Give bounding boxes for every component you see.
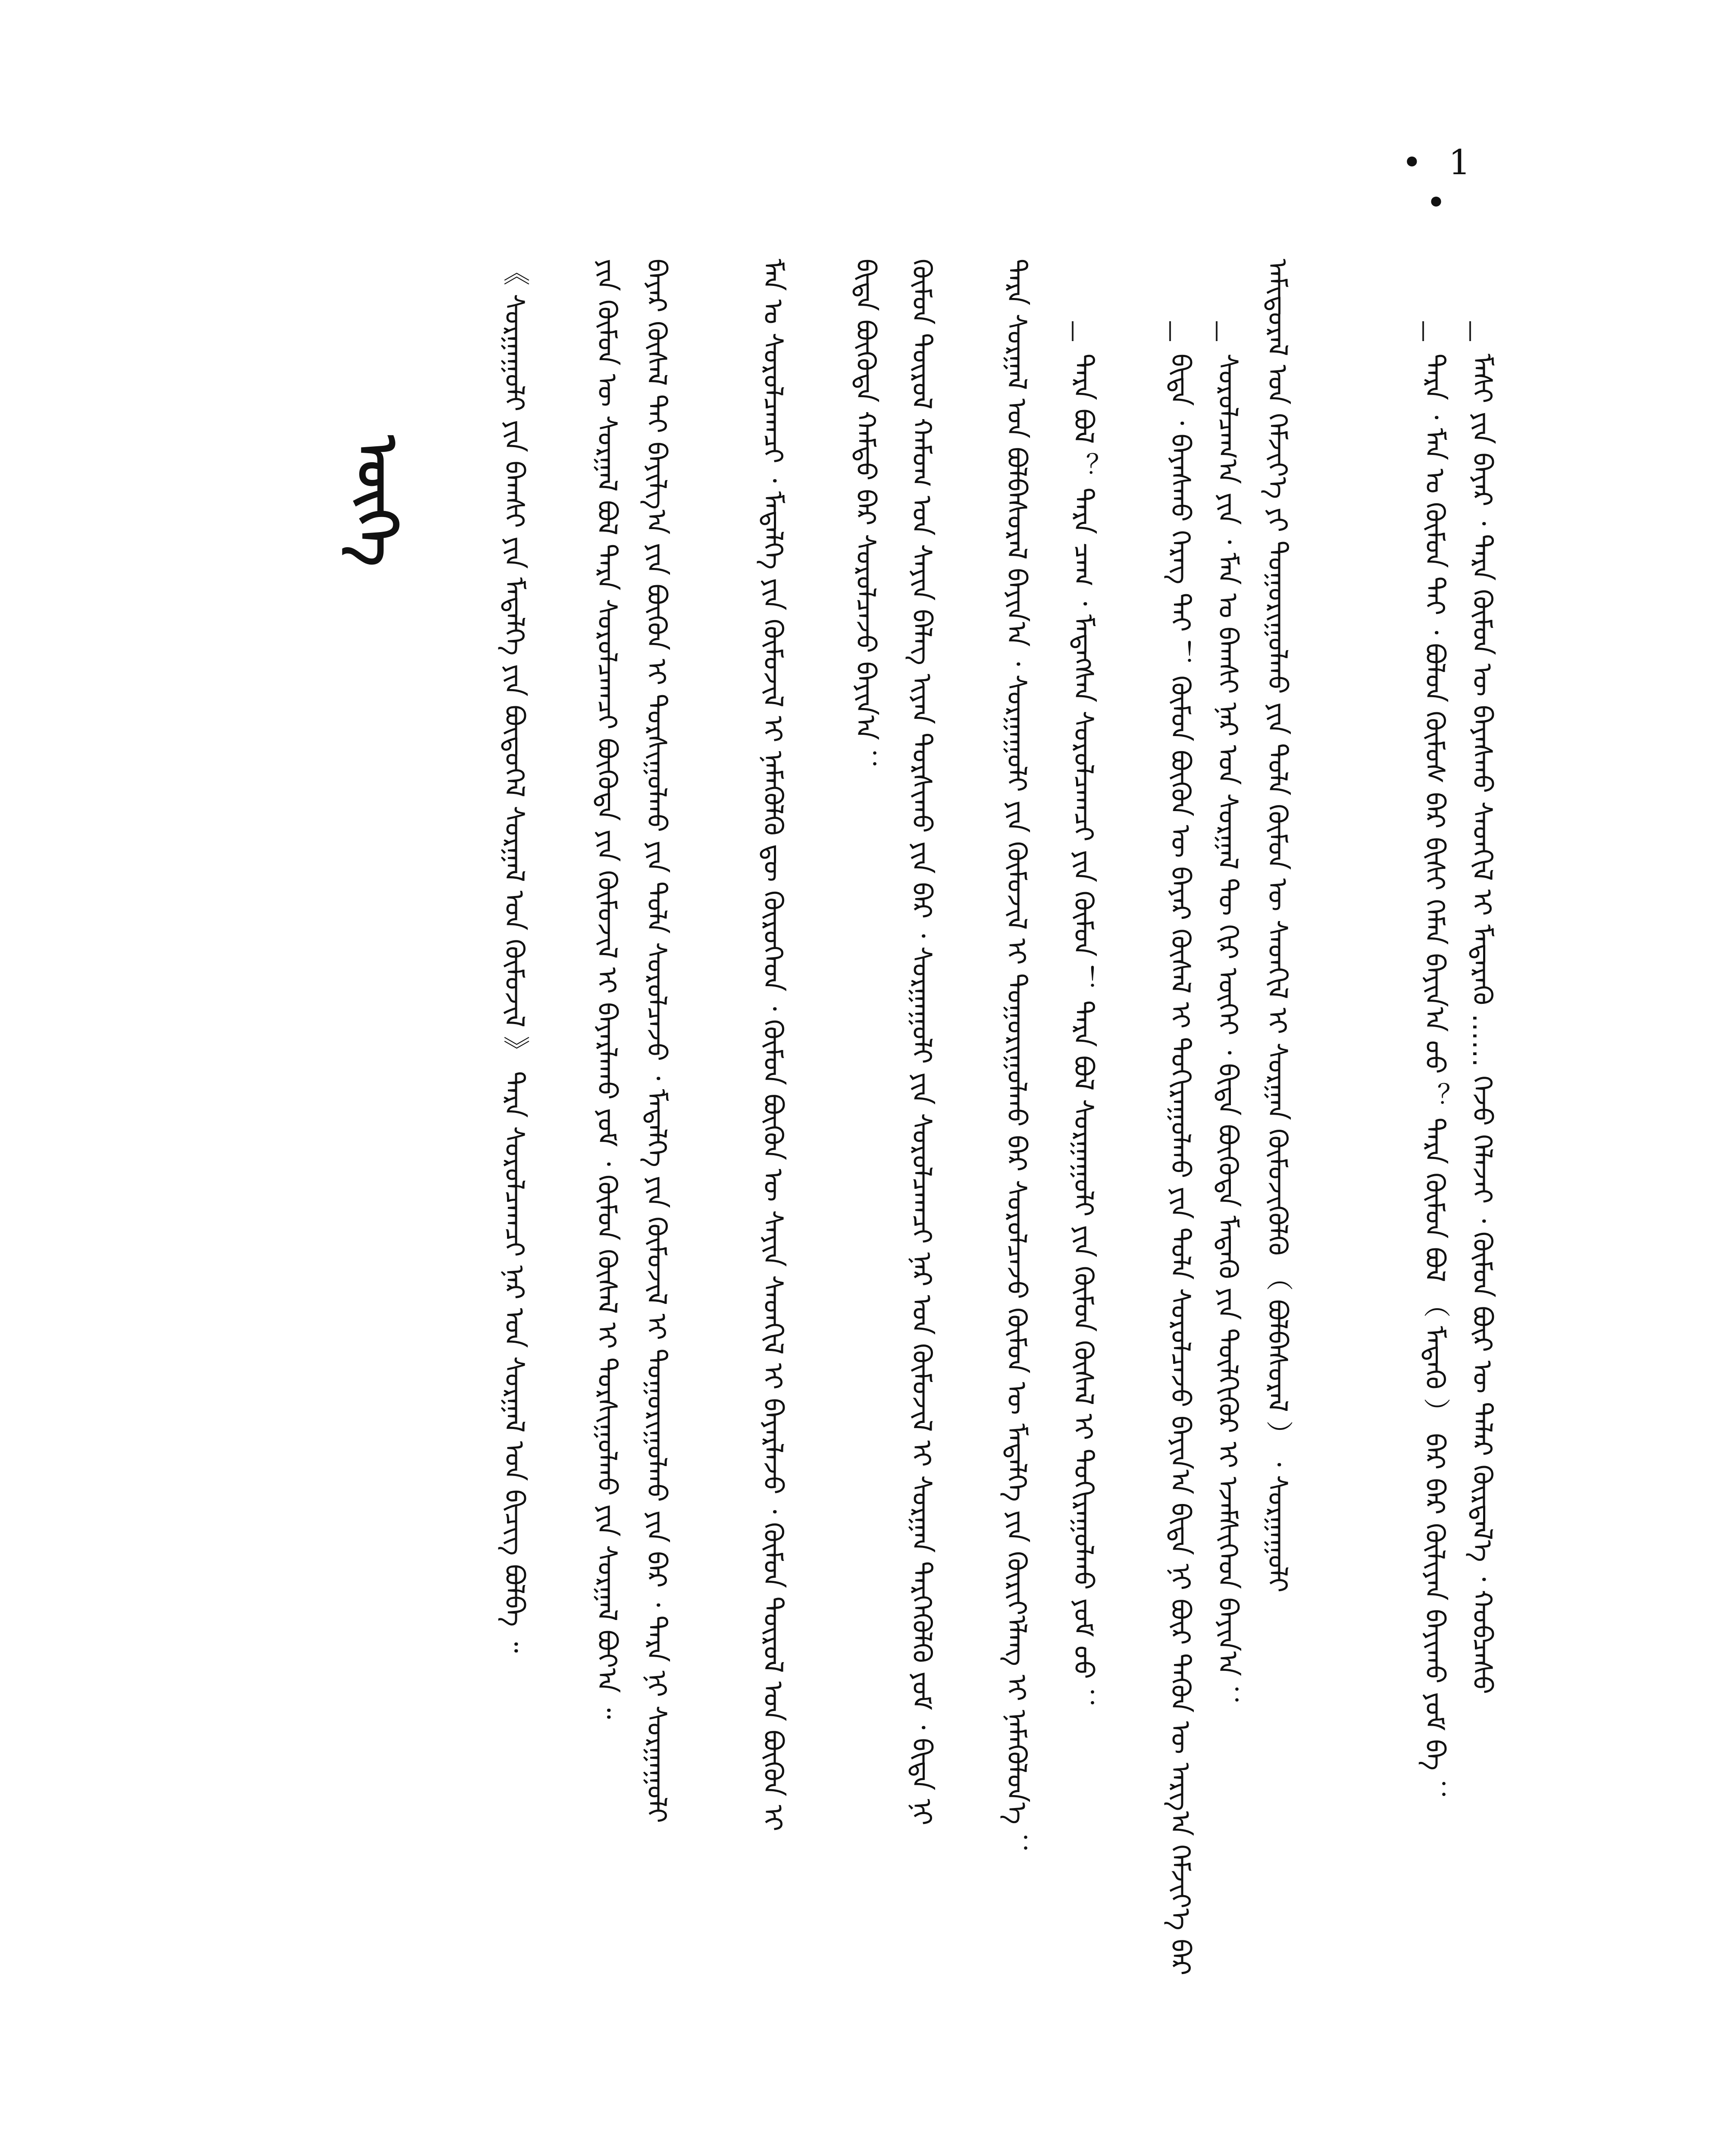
text-column-12: ᠶᠢᠨ ᠬᠦᠮᠦᠨ ᠦ ᠰᠤᠷᠭᠠᠯ ᠪᠤᠯ ᠲᠡᠷᠡ ᠰᠤᠷᠤᠯᠴᠠᠭᠴᠢ ᠪᠦᠭᠦᠳᠡ ᠶᠢᠨ ᠬᠦᠮᠦᠵᠢᠯ ᠢ ᠪᠠᠶᠠᠷᠯᠠᠬᠤ ᠶᠤᠮ ᠂ ᠬᠦᠮᠦᠨ ᠬᠦᠰᠡᠯ ᠢ ᠲᠤᠷᠰᠢᠭᠤᠯᠬᠤ ᠶᠢᠨ ᠰᠤᠷᠭᠠᠯ ᠪᠤᠶ᠎ᠠ ᠃ (592, 259, 623, 1719)
dialogue-dash-3 (1216, 321, 1218, 341)
page-number: • 1 • (1402, 142, 1478, 222)
text-column-10: ᠮᠠᠨ ᠤ ᠰᠤᠷᠤᠯᠴᠠᠭᠴᠢ ᠂ ᠮᠡᠳᠡᠯᠭᠡ ᠶᠢᠨ ᠬᠦᠮᠦᠵᠢᠯ ᠢ ᠨᠡᠮᠡᠭᠦᠯᠬᠦ ᠳᠦ ᠬᠦᠷᠦᠭᠡᠳ ᠂ ᠬᠦᠮᠦᠨ ᠪᠦᠬᠦᠨ ᠦ ᠰᠠᠶᠢᠨ ᠰᠡᠳᠬᠢᠯ ᠢ ᠪᠠᠶᠠᠷᠯᠠᠵᠤ ᠂ ᠬᠦᠮᠦᠨ ᠲᠦᠷᠦᠯ ᠤᠨ ᠪᠦᠬᠦᠨ ᠢ (758, 259, 789, 1832)
text-column-13: 《 ᠰᠤᠷᠭᠠᠭᠤᠯᠢ ᠶᠢᠨ ᠪᠠᠭᠰᠢ ᠶᠢᠨ ᠮᠡᠳᠡᠯᠭᠡ ᠶᠢᠨ ᠪᠦᠲᠦᠭᠡᠯ ᠰᠤᠷᠭᠠᠯ ᠤᠨ ᠬᠦᠮᠦᠵᠢᠯ 》 ᠲᠡᠷᠡ ᠰᠤᠷᠤᠯᠴᠠᠭᠴᠢ ᠨᠠᠷ ᠤᠨ ᠰᠤᠷᠭᠠᠯ ᠤᠨ ᠪᠢᠴᠢᠭ ᠪᠤᠯᠪᠠ ᠃ (499, 259, 530, 1653)
dialogue-dash-2 (1422, 321, 1424, 341)
text-column-2: ᠲᠡᠷᠡ ᠂ ᠮᠠᠨ ᠤ ᠬᠦᠮᠦᠨ ᠲᠡᠢ ᠂ ᠪᠤᠯᠤᠨ ᠬᠦᠮᠦᠰ ᠪᠠᠷ ᠪᠢᠰᠢ ᠬᠡᠮᠡᠨ ᠪᠠᠶᠢᠨ᠎ᠠ ᠤᠤ ？ ᠲᠡᠷᠡ ᠬᠦᠮᠦᠨ ᠪᠤᠯ （ ᠮᠡᠳᠡᠬᠦ ） ᠪᠠᠷ ᠪᠠᠷ ᠬᠦᠯᠢᠶᠡᠨ ᠪᠠᠶᠢᠬᠤ ᠶᠤᠮ ᠪᠡ ： (1419, 354, 1451, 1806)
text-column-7: ᠲᠡᠷᠡ ᠰᠤᠷᠭᠠᠯ ᠤᠨ ᠪᠣᠯᠪᠠᠰᠤᠷᠠᠯ ᠪᠠᠶᠢᠨ᠎ᠠ ᠂ ᠰᠤᠷᠭᠠᠭᠤᠯᠢ ᠶᠢᠨ ᠬᠦᠮᠦᠵᠢᠯ ᠢ ᠲᠤᠭᠤᠷᠢᠭᠤᠯᠬᠤ ᠪᠠᠷ ᠰᠤᠷᠤᠯᠴᠠᠵᠤ ᠬᠦᠮᠦᠨ ᠦ ᠮᠡᠳᠡᠯᠭᠡ ᠶᠢᠨ ᠬᠦᠷᠢᠶ᠎ᠡᠯᠡᠩ ᠢ ᠨᠡᠮᠡᠭᠦᠯᠦᠨ᠎ᠡ ： (1001, 259, 1033, 1860)
text-column-3: ᠠᠮᠢᠳᠤᠷᠠᠯ ᠤᠨ ᠬᠡᠮᠵᠢᠶ᠎ᠡ ᠶᠢ ᠲᠤᠭᠤᠷᠢᠭᠤᠯᠬᠤ ᠶᠢᠨ ᠲᠤᠯᠠ ᠬᠦᠮᠦᠨ ᠦ ᠰᠡᠳᠬᠢᠯ ᠢ ᠰᠤᠷᠭᠠᠨ ᠬᠦᠮᠦᠵᠢᠬᠦᠯᠬᠦ （ ᠪᠣᠯᠪᠠᠰᠤᠷᠠᠯ ） ᠂ ᠰᠤᠷᠭᠠᠭᠤᠯᠢ (1262, 259, 1293, 1593)
text-column-5: ᠪᠢᠳᠡ ᠂ ᠪᠠᠶᠠᠰᠬᠤ ᠬᠡᠷᠡᠭ ᠲᠡᠢ ！ ᠬᠦᠮᠦᠨ ᠪᠦᠬᠦᠨ ᠦ ᠪᠠᠶᠠᠷ ᠬᠦᠰᠡᠯ ᠢ ᠲᠤᠬᠢᠷᠠᠭᠤᠯᠬᠤ ᠶᠢᠨ ᠲᠤᠯᠠ ᠰᠤᠷᠤᠯᠴᠠᠵᠤ ᠪᠠᠶᠢᠨ᠎ᠠ ᠪᠢᠳᠡ ᠨᠢ ᠪᠦᠷ ᠲᠡᠭᠦᠨ ᠦ ᠠᠷᠭ᠎ᠠ ᠬᠡᠮᠵᠢᠶ᠎ᠡ ᠪᠠᠷ (1165, 354, 1196, 1976)
text-column-6: ᠲᠡᠷᠡ ᠪᠤᠯ ？ ᠲᠡᠷᠡ ᠴᠠᠭ ᠂ ᠮᠡᠳᠡᠭᠰᠡᠨ ᠰᠤᠷᠤᠯᠴᠠᠭᠴᠢ ᠶᠢᠨ ᠬᠦᠮᠦᠨ ！ ᠲᠡᠷᠡ ᠪᠤᠯ ᠰᠤᠷᠭᠠᠭᠤᠯᠢ ᠶᠢᠨ ᠬᠦᠮᠦᠨ ᠬᠦᠰᠡᠯ ᠢ ᠲᠤᠬᠢᠷᠠᠭᠤᠯᠬᠤ ᠶᠤᠮ ᠤᠤ ： (1068, 354, 1099, 1714)
text-column-1: ᠮᠠᠰᠢ ᠶᠢᠨ ᠪᠠᠶᠠᠷ ᠂ ᠲᠡᠷᠡ ᠬᠦᠮᠦᠨ ᠦ ᠪᠠᠶᠠᠰᠬᠤ ᠰᠡᠳᠬᠢᠯ ᠢ ᠮᠡᠳᠡᠷᠡᠭᠦ …… ᠭᠡᠵᠦ ᠬᠡᠯᠡᠵᠡᠢ ᠂ ᠬᠦᠮᠦᠨ ᠪᠦᠷ ᠦ ᠲᠠᠯᠠᠷ ᠬᠦᠷᠲᠡᠯ᠎ᠡ ᠂ ᠬᠤᠪᠴᠠᠰᠤ (1467, 354, 1498, 1694)
dialogue-dash-5 (1072, 321, 1074, 341)
page-heading: ᠦᠭᠡ (344, 436, 410, 567)
dialogue-dash-4 (1169, 321, 1171, 341)
text-column-8: ᠬᠦᠮᠦᠨ ᠲᠦᠷᠦᠯ ᠬᠠᠮᠤᠭ ᠤᠨ ᠰᠠᠶᠢᠨ ᠪᠡᠯᠡᠭ ᠢᠶᠡᠨ ᠲᠤᠷᠰᠢᠬᠤ ᠶᠢᠨ ᠪᠠᠷ ᠂ ᠰᠤᠷᠭᠠᠭᠤᠯᠢ ᠶᠢᠨ ᠰᠤᠷᠤᠯᠴᠠᠭᠴᠢ ᠨᠠᠷ ᠤᠨ ᠬᠦᠮᠦᠵᠢᠯ ᠢ ᠰᠤᠷᠭᠠᠨ ᠲᠡᠷᠭᠡᠭᠦᠯᠬᠦ ᠶᠤᠮ ᠂ ᠪᠢᠳᠡ ᠨᠢ (906, 259, 938, 1826)
text-column-4: ᠰᠤᠷᠤᠯᠴᠠᠭ᠎ᠠ ᠶᠢᠨ ᠂ ᠮᠠᠨ ᠤ ᠪᠠᠭᠰᠢ ᠨᠠᠷ ᠤᠨ ᠰᠤᠷᠭᠠᠯ ᠲᠦ ᠬᠢᠷ ᠦᠭᠡᠢ ᠂ ᠪᠢᠳᠡ ᠪᠦᠭᠦᠳᠡ ᠮᠡᠳᠡᠬᠦ ᠶᠢᠨ ᠲᠦᠯᠬᠢᠭᠦᠷ ᠢ ᠡᠵᠡᠮᠰᠢᠭᠡᠳ ᠪᠠᠶᠢᠨ᠎ᠠ ： (1212, 354, 1244, 1711)
text-column-9: ᠪᠢᠳᠡ ᠪᠦᠭᠦᠳᠡ ᠬᠠᠮᠲᠤ ᠪᠠᠷ ᠰᠤᠷᠤᠯᠴᠠᠵᠤ ᠪᠠᠶᠢᠨ᠎ᠠ ： (850, 259, 882, 776)
text-column-11: ᠪᠠᠶᠠᠷ ᠬᠦᠰᠡᠯ ᠲᠡᠢ ᠪᠠᠶᠢᠯᠭ᠎ᠠ ᠶᠢᠨ ᠪᠦᠬᠦᠨ ᠢ ᠲᠤᠷᠰᠢᠭᠤᠯᠬᠤ ᠶᠢᠨ ᠲᠤᠯᠠ ᠰᠤᠷᠤᠯᠴᠠᠵᠤ ᠂ ᠮᠡᠳᠡᠯᠭᠡ ᠶᠢᠨ ᠬᠦᠮᠦᠵᠢᠯ ᠢ ᠲᠤᠭᠤᠷᠢᠭᠤᠯᠬᠤ ᠶᠢᠨ ᠪᠠᠷ ᠂ ᠲᠡᠷᠡ ᠨᠢ ᠰᠤᠷᠭᠠᠭᠤᠯᠢ (641, 259, 673, 1823)
dialogue-dash-1 (1469, 321, 1471, 341)
